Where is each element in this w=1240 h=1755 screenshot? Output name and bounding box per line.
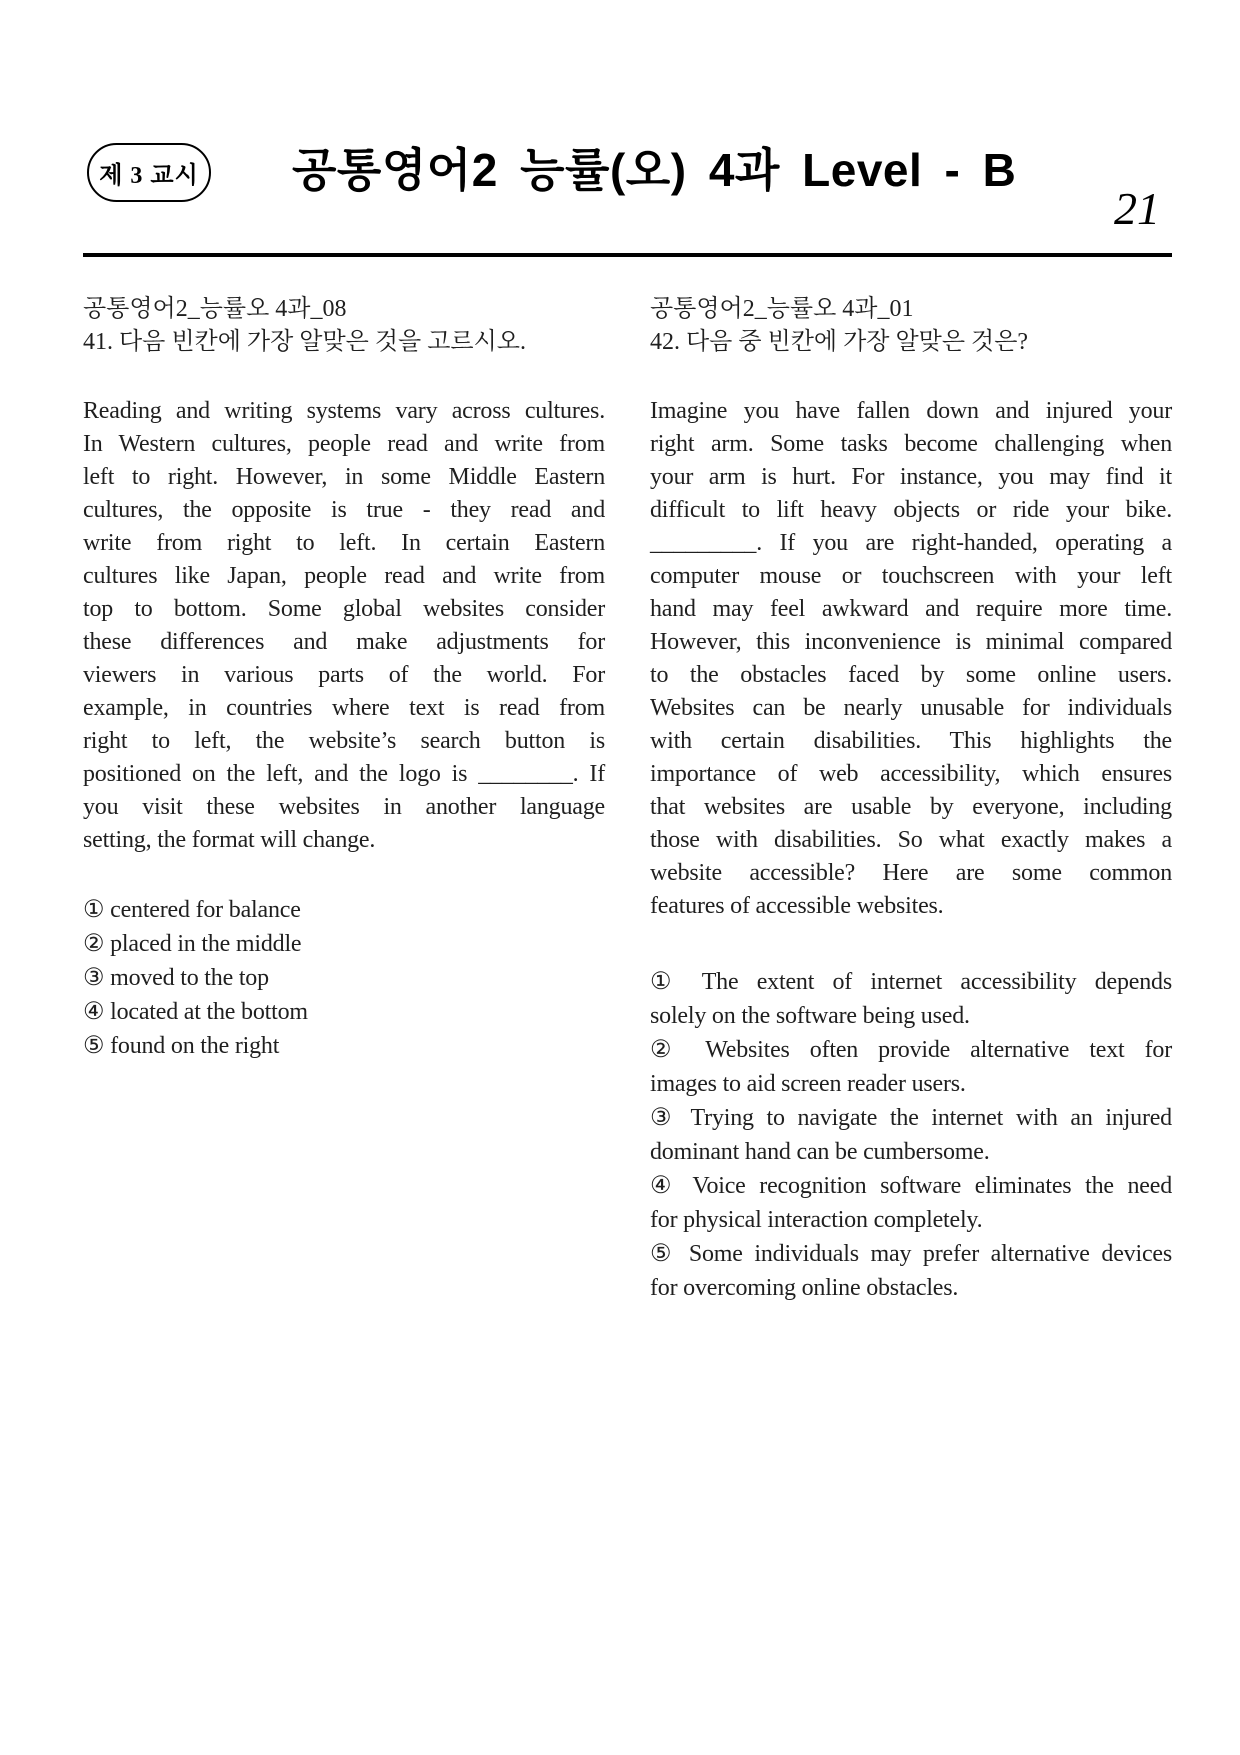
text-line: right to left, the website’s search button is (83, 728, 605, 754)
option-42-5 (650, 1237, 1172, 1305)
source-code-41: 공통영어2_능률오 4과_08 (83, 296, 347, 322)
text-line: ③ Trying to navigate the internet with an injured (650, 1105, 1172, 1131)
text-line: top to bottom. Some global websites consider (83, 596, 605, 622)
question-42-section (650, 293, 1172, 1305)
passage-41 (83, 395, 605, 857)
options-41 (83, 893, 605, 1063)
text-line: ① The extent of internet accessibility depends (650, 969, 1172, 995)
text-line: In Western cultures, people read and write from (83, 431, 605, 457)
option-42-2 (650, 1033, 1172, 1101)
text-line: ④ located at the bottom (83, 999, 308, 1025)
text-line: with certain disabilities. This highlights the (650, 728, 1172, 754)
text-line: Websites can be nearly unusable for individuals (650, 695, 1172, 721)
text-line: for overcoming online obstacles. (650, 1275, 959, 1301)
text-line: dominant hand can be cumbersome. (650, 1139, 990, 1165)
text-line: solely on the software being used. (650, 1003, 970, 1029)
text-line: right arm. Some tasks become challenging when (650, 431, 1172, 457)
text-line: positioned on the left, and the logo is ________. If (83, 761, 605, 787)
text-line: Reading and writing systems vary across cultures. (83, 398, 605, 424)
text-line: importance of web accessibility, which ensures (650, 761, 1172, 787)
text-line: you visit these websites in another language (83, 794, 605, 820)
question-41-section (83, 293, 605, 1063)
option-42-4 (650, 1169, 1172, 1237)
text-line: these differences and make adjustments for (83, 629, 605, 655)
text-line: ② placed in the middle (83, 931, 302, 957)
text-line: to the obstacles faced by some online users. (650, 662, 1172, 688)
question-text-41: 41. 다음 빈칸에 가장 알맞은 것을 고르시오. (83, 329, 526, 355)
text-line: ① centered for balance (83, 897, 301, 923)
text-line: write from right to left. In certain Eastern (83, 530, 605, 556)
page-number: 21 (1114, 183, 1160, 234)
header-divider (83, 253, 1172, 257)
question-text-42: 42. 다음 중 빈칸에 가장 알맞은 것은? (650, 329, 1029, 355)
page-title: 공통영어2 능률(오) 4과 Level - B (292, 144, 1017, 196)
text-line: ⑤ found on the right (83, 1033, 280, 1059)
text-line: ② Websites often provide alternative text for (650, 1037, 1172, 1063)
text-line: cultures like Japan, people read and write from (83, 563, 605, 589)
period-badge (87, 143, 211, 202)
text-line: website accessible? Here are some common (650, 860, 1172, 886)
text-line: your arm is hurt. For instance, you may find it (650, 464, 1172, 490)
option-42-1 (650, 965, 1172, 1033)
passage-42 (650, 395, 1172, 923)
text-line: hand may feel awkward and require more time. (650, 596, 1172, 622)
text-line: left to right. However, in some Middle Eastern (83, 464, 605, 490)
period-badge-label: 제 3 교시 (99, 163, 199, 189)
text-line: ⑤ Some individuals may prefer alternative devices (650, 1241, 1172, 1267)
text-line: However, this inconvenience is minimal compared (650, 629, 1172, 655)
text-line: computer mouse or touchscreen with your left (650, 563, 1172, 589)
text-line: those with disabilities. So what exactly makes a (650, 827, 1172, 853)
text-line: viewers in various parts of the world. For (83, 662, 605, 688)
text-line: example, in countries where text is read from (83, 695, 605, 721)
text-line: features of accessible websites. (650, 893, 944, 919)
text-line: cultures, the opposite is true - they read and (83, 497, 605, 523)
options-42 (650, 965, 1172, 1305)
text-line: ④ Voice recognition software eliminates the need (650, 1173, 1172, 1199)
text-line: that websites are usable by everyone, including (650, 794, 1172, 820)
text-line: for physical interaction completely. (650, 1207, 983, 1233)
text-line: setting, the format will change. (83, 827, 376, 853)
source-code-42: 공통영어2_능률오 4과_01 (650, 296, 914, 322)
text-line: difficult to lift heavy objects or ride your bike. (650, 497, 1172, 523)
text-line: _________. If you are right-handed, operating a (650, 530, 1172, 556)
text-line: images to aid screen reader users. (650, 1071, 966, 1097)
text-line: ③ moved to the top (83, 965, 269, 991)
text-line: Imagine you have fallen down and injured your (650, 398, 1172, 424)
option-42-3 (650, 1101, 1172, 1169)
